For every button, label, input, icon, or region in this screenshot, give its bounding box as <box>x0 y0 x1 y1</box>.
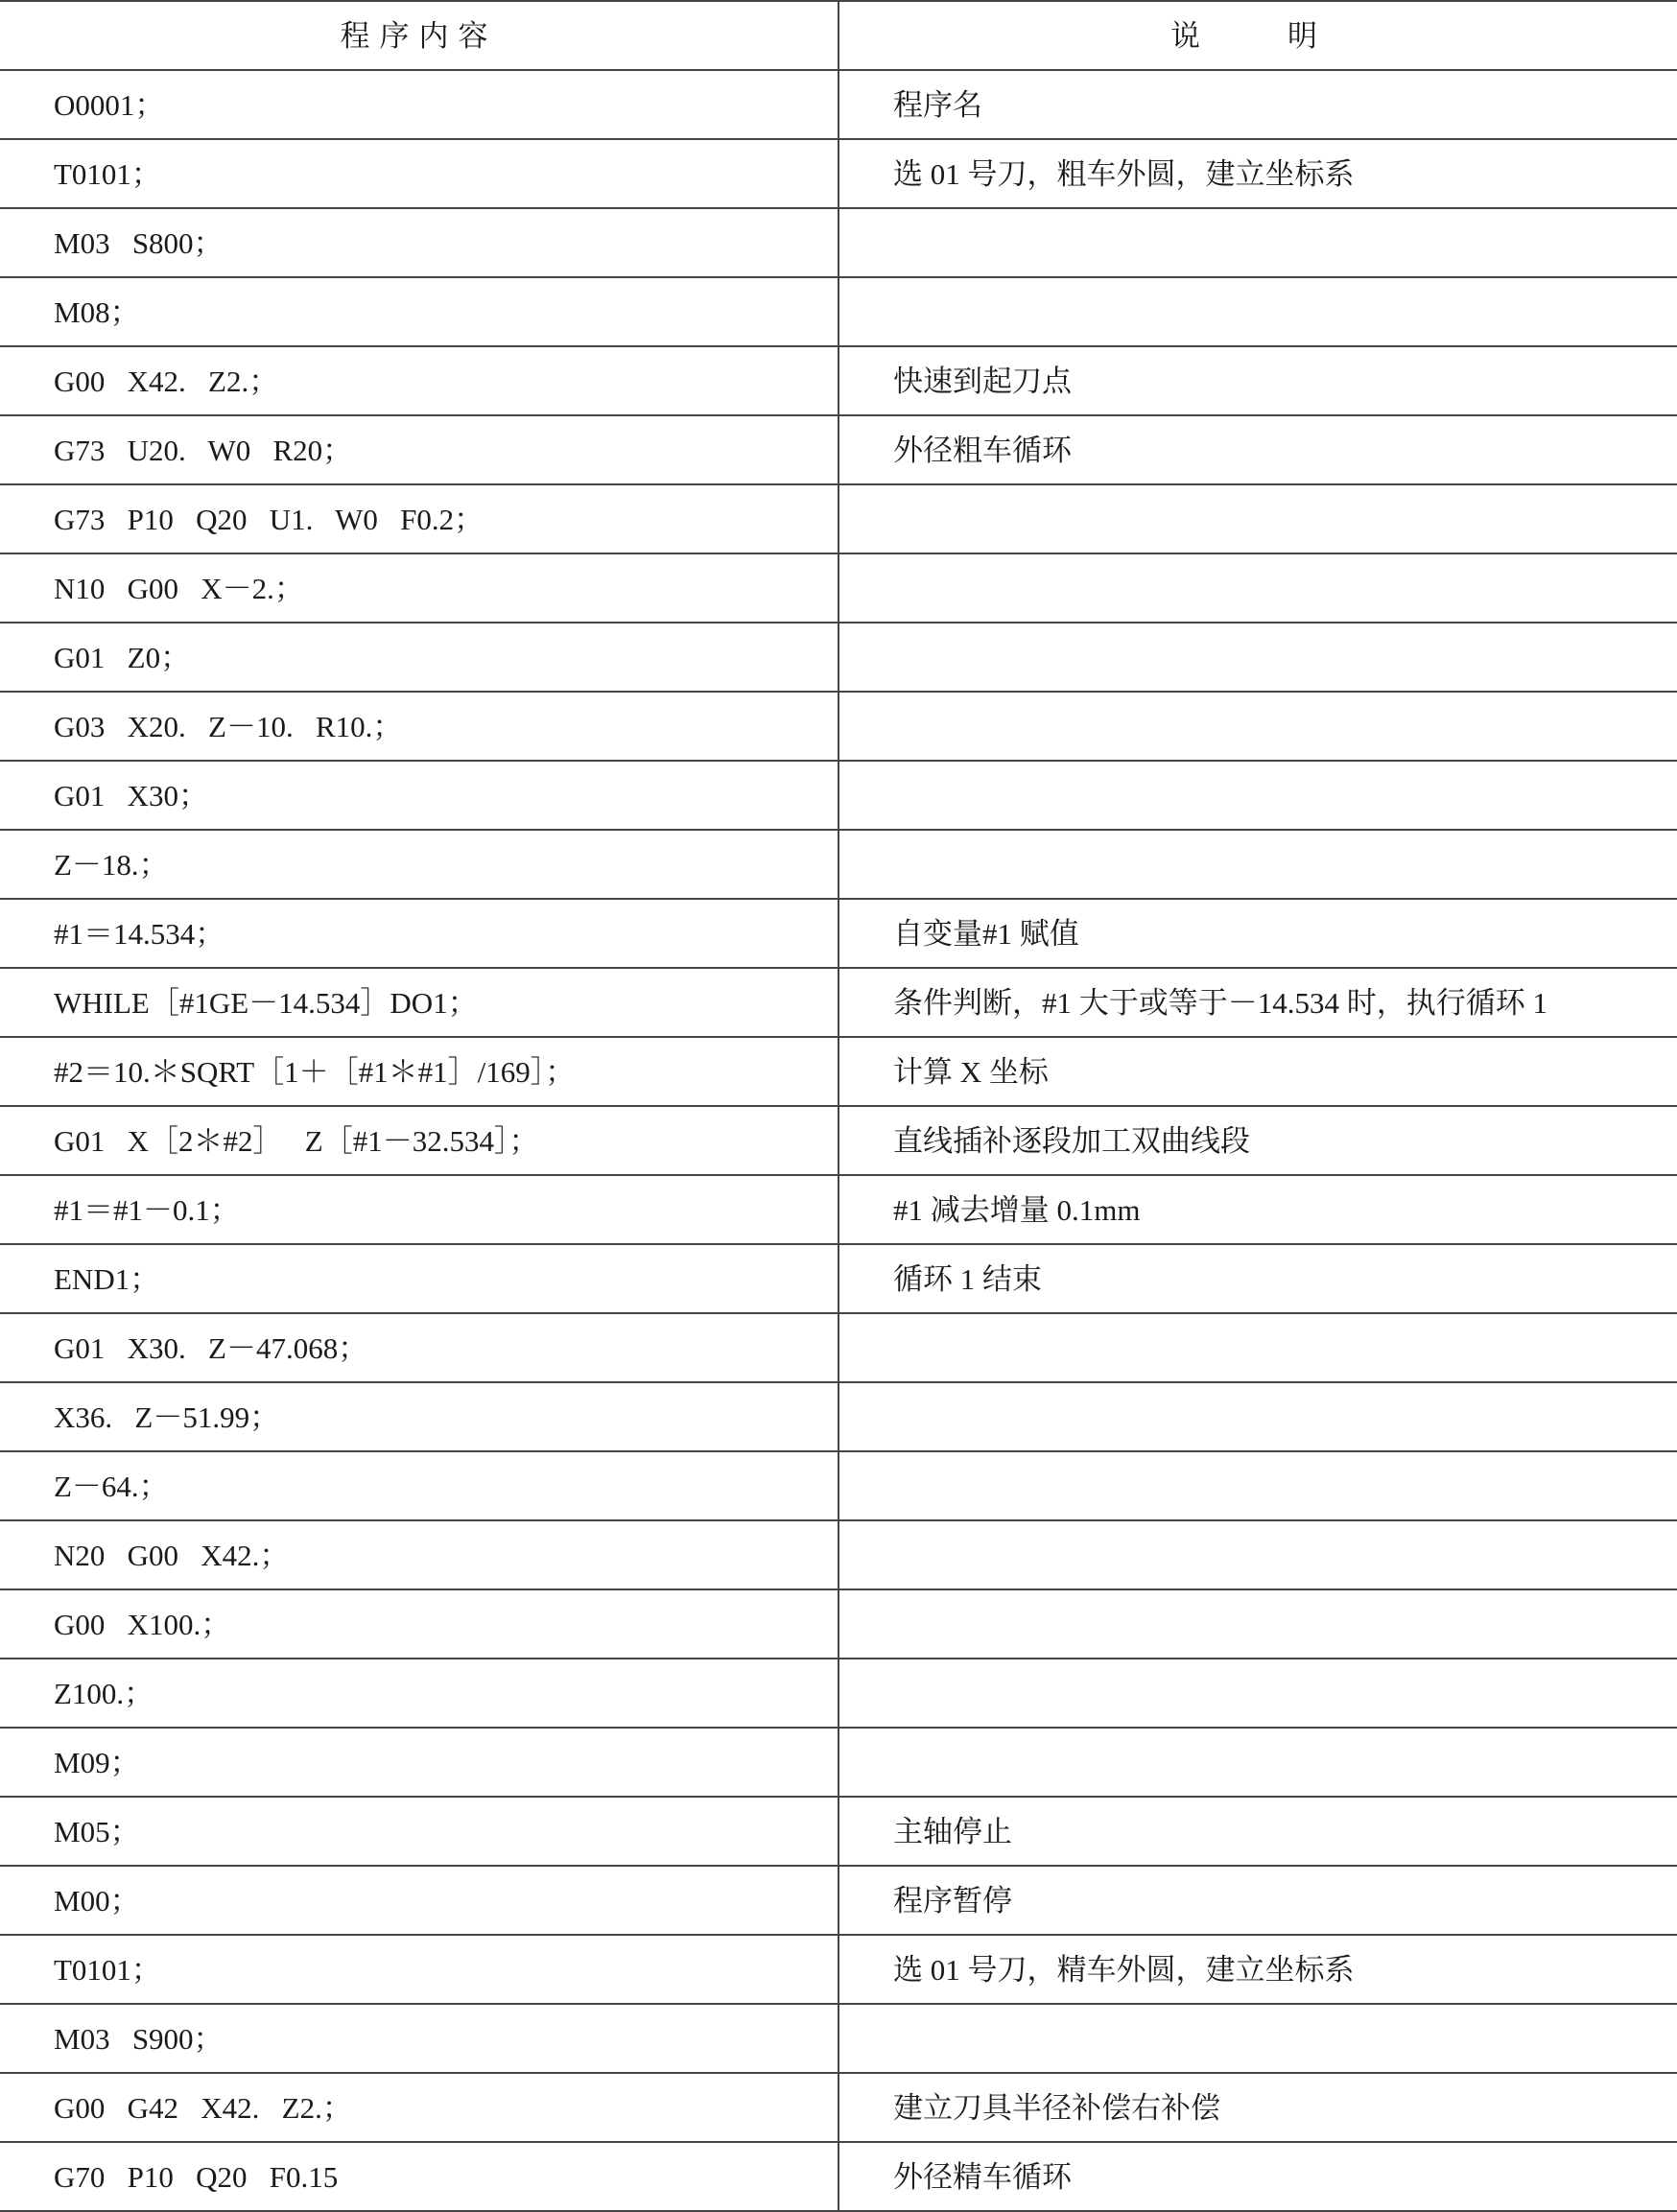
program-code-cell: G00 X42. Z2.； <box>0 346 838 415</box>
program-code-cell: O0001； <box>0 70 838 139</box>
table-row <box>0 2004 1677 2073</box>
table-row <box>0 1382 1677 1451</box>
description-cell: 快速到起刀点 <box>838 346 1677 415</box>
program-code-cell: G00 X100.； <box>0 1589 838 1659</box>
description-cell <box>838 1313 1677 1382</box>
description-cell <box>838 484 1677 553</box>
description-cell <box>838 553 1677 623</box>
program-code-cell: G00 G42 X42. Z2.； <box>0 2073 838 2142</box>
program-code-cell: M03 S900； <box>0 2004 838 2073</box>
table-row <box>0 2142 1677 2211</box>
table-row <box>0 1175 1677 1244</box>
description-cell: 建立刀具半径补偿右补偿 <box>838 2073 1677 2142</box>
description-cell <box>838 692 1677 761</box>
program-code-cell: #1＝14.534； <box>0 899 838 968</box>
table-header-row <box>0 1 1677 70</box>
program-code-cell: N20 G00 X42.； <box>0 1520 838 1589</box>
description-cell: 循环 1 结束 <box>838 1244 1677 1313</box>
table-row <box>0 1728 1677 1797</box>
description-cell <box>838 1728 1677 1797</box>
table-row <box>0 139 1677 208</box>
program-code-cell: T0101； <box>0 1935 838 2004</box>
table-body <box>0 70 1677 2211</box>
description-cell: 自变量#1 赋值 <box>838 899 1677 968</box>
program-code-cell: G73 P10 Q20 U1. W0 F0.2； <box>0 484 838 553</box>
program-code-cell: G01 X30； <box>0 761 838 830</box>
program-code-cell: G73 U20. W0 R20； <box>0 415 838 484</box>
description-cell: #1 减去增量 0.1mm <box>838 1175 1677 1244</box>
program-code-cell: WHILE［#1GE－14.534］DO1； <box>0 968 838 1037</box>
table-row <box>0 1520 1677 1589</box>
table-row <box>0 1037 1677 1106</box>
program-code-cell: Z－18.； <box>0 830 838 899</box>
table-row <box>0 2073 1677 2142</box>
table-row <box>0 484 1677 553</box>
description-cell <box>838 208 1677 277</box>
description-cell: 外径精车循环 <box>838 2142 1677 2211</box>
description-cell: 选 01 号刀，精车外圆，建立坐标系 <box>838 1935 1677 2004</box>
program-code-cell: X36. Z－51.99； <box>0 1382 838 1451</box>
program-code-cell: G01 Z0； <box>0 623 838 692</box>
description-cell: 外径粗车循环 <box>838 415 1677 484</box>
table-row <box>0 415 1677 484</box>
table-row <box>0 277 1677 346</box>
description-cell: 选 01 号刀，粗车外圆，建立坐标系 <box>838 139 1677 208</box>
table-row <box>0 692 1677 761</box>
description-cell: 程序名 <box>838 70 1677 139</box>
program-code-cell: #1＝#1－0.1； <box>0 1175 838 1244</box>
table-row <box>0 1106 1677 1175</box>
table-row <box>0 1313 1677 1382</box>
table-row <box>0 1866 1677 1935</box>
program-code-cell: #2＝10.＊SQRT［1＋［#1＊#1］/169］； <box>0 1037 838 1106</box>
program-code-cell: Z－64.； <box>0 1451 838 1520</box>
description-cell <box>838 1382 1677 1451</box>
description-cell <box>838 1589 1677 1659</box>
program-code-cell: M05； <box>0 1797 838 1866</box>
description-cell <box>838 830 1677 899</box>
program-code-cell: N10 G00 X－2.； <box>0 553 838 623</box>
description-cell: 计算 X 坐标 <box>838 1037 1677 1106</box>
program-code-cell: END1； <box>0 1244 838 1313</box>
table-row <box>0 761 1677 830</box>
table-row <box>0 70 1677 139</box>
table-row <box>0 1659 1677 1728</box>
table-row <box>0 1244 1677 1313</box>
description-cell <box>838 277 1677 346</box>
header-description: 说 明 <box>838 1 1677 70</box>
table-row <box>0 623 1677 692</box>
table-row <box>0 830 1677 899</box>
table-row <box>0 1797 1677 1866</box>
program-code-cell: G03 X20. Z－10. R10.； <box>0 692 838 761</box>
table-row <box>0 1589 1677 1659</box>
description-cell: 程序暂停 <box>838 1866 1677 1935</box>
description-cell <box>838 2004 1677 2073</box>
program-code-cell: G01 X［2＊#2］ Z［#1－32.534］； <box>0 1106 838 1175</box>
description-cell <box>838 623 1677 692</box>
program-code-cell: Z100.； <box>0 1659 838 1728</box>
table-row <box>0 208 1677 277</box>
description-cell: 主轴停止 <box>838 1797 1677 1866</box>
table-row <box>0 968 1677 1037</box>
program-code-cell: G01 X30. Z－47.068； <box>0 1313 838 1382</box>
program-code-cell: M00； <box>0 1866 838 1935</box>
program-code-cell: M08； <box>0 277 838 346</box>
description-cell <box>838 1520 1677 1589</box>
description-cell <box>838 1451 1677 1520</box>
program-code-cell: M09； <box>0 1728 838 1797</box>
program-code-cell: T0101； <box>0 139 838 208</box>
description-cell: 条件判断，#1 大于或等于－14.534 时，执行循环 1 <box>838 968 1677 1037</box>
table-row <box>0 346 1677 415</box>
table-row <box>0 899 1677 968</box>
description-cell <box>838 761 1677 830</box>
table-row <box>0 553 1677 623</box>
table-row <box>0 1935 1677 2004</box>
description-cell: 直线插补逐段加工双曲线段 <box>838 1106 1677 1175</box>
header-program-content: 程序内容 <box>0 1 838 70</box>
description-cell <box>838 1659 1677 1728</box>
table-row <box>0 1451 1677 1520</box>
program-code-cell: G70 P10 Q20 F0.15 <box>0 2142 838 2211</box>
program-code-cell: M03 S800； <box>0 208 838 277</box>
